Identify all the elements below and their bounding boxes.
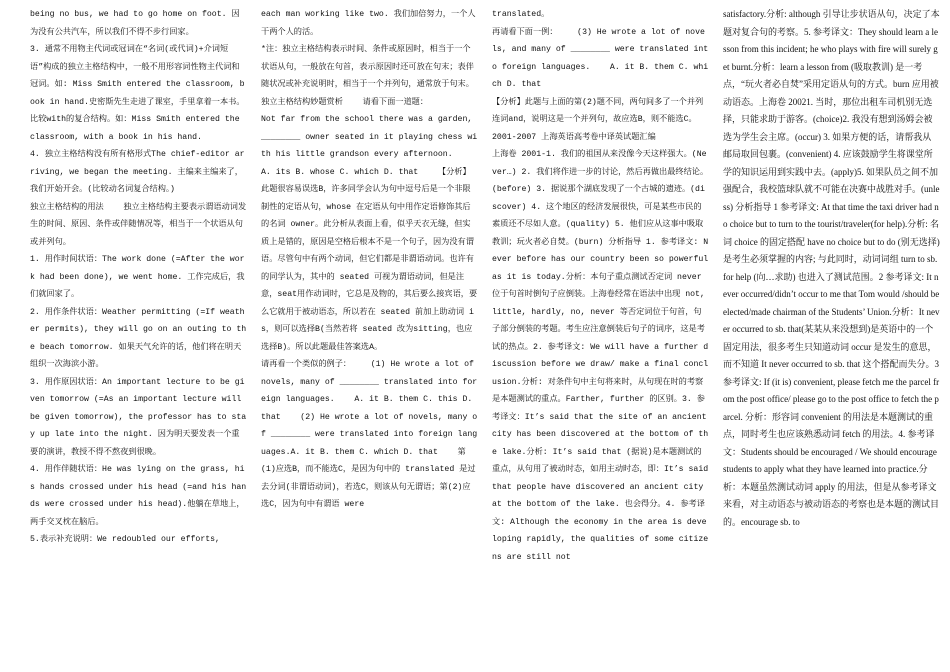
paragraph: *注：独立主格结构表示时间、条件或原因时，相当于一个状语从句，一般放在句首，表示原因时还可放在句末；表伴随状况或补充说明时，相当于一个并列句，通常放于句末。 独立主格结构妙题赏析 请看下面一道题： <box>261 45 494 107</box>
paragraph: 4. 用作伴随状语：He was lying on the grass, his hands crossed under his head (=and his hands were crossed under his head).他躺在草地上，两手交叉枕在脑后。 <box>30 465 247 527</box>
paragraph: translated。 <box>492 10 550 19</box>
paragraph: Not far from the school there was a garden, ________ owner seated in it playing chess with his little grandson every afternoon. A. its B. whose C. which D. that 【分析】此题很容易误选B，许多同学会认为句中逗号后是一个非限制性的定语从句，whose 在定语从句中用作定语修饰其后的名词 owner。此分析从表面上看，似乎天衣无缝，但实质上是错的，原因是空格后根本不是一个句子，因为没有谓语。尽管句中有两个动词，但它们都是非谓语动词。也许有的同学认为，其中的 seated 可视为谓语动词，但是注意，seat用作动词时，它总是及物的，其后要么接宾语，要么它就用于被动语态，所以若在 seated 前加上助动词 is，则可以选择B(当然若将 seated 改为sitting，也应选择B)。所以此题最佳答案选A。 <box>261 115 478 352</box>
section-title: 2001-2007 上海英语高考卷中译英试题汇编 <box>492 132 656 142</box>
paragraph: 再请看下面一例： (3) He wrote a lot of novels, and many of ________ were translated into foreign languages. A. it B. them C. which D. that <box>492 27 709 89</box>
paragraph: 3. 用作原因状语：An important lecture to be given tomorrow (=As an important lecture will be given tomorrow), the professor has to stay up late into the night. 因为明天要发表一个重要的演讲，教授不得不熬夜到很晚。 <box>30 377 247 457</box>
paragraph: 5.表示补充说明：We redoubled our efforts, <box>30 535 220 544</box>
text-column-1 <box>30 6 247 672</box>
paragraph: satisfactory.分析: although 引导让步状语从句，决定了本题对复合句的考察。5. 参考译文：They should learn a lesson from this incident; he who plays with fire will surely get burnt.分析：learn a lesson from (吸取教训) 是一考点，“玩火者必自焚”采用定语从句的方式。burn 应用被动语态。上海卷 20021. 当时，那位出租车司机别无选择，只能求助于游客。(choice)2. 我没有想到汤姆会被选为学生会主席。(occur) 3. 如果方便的话，请帮我从邮局取回包裹。(convenient) 4. 应该鼓励学生将课堂所学的知识运用到实践中去。(apply)5. 如果队员之间不加强配合，我校篮球队就不可能在决赛中战胜对手。(unless) 分析指导 1 参考译文: At that time the taxi driver had no choice but to turn to the tourist/traveler(for help).分析: 名词 choice 的固定搭配 have no choice but to do (别无选择) 是考生必须掌握的内容; 与此同时，动词词组 turn to sb. for help (向…求助) 也进入了测试范围。2 参考译文: It never occurred/didn’t occur to me that Tom would /should be elected/made chairman of the Students’ Union.分析：It never occurred to sb. that(某某从来没想到)是英语中的一个固定用法，很多考生只知道动词 occur 是发生的意思，而不知道 It never occurred to sb. that 这个搭配而失分。3 参考译文: If (it is) convenient, please fetch me the parcel from the post office/ please go to the post office to fetch the parcel. 分析：形容词 convenient 的用法是本题测试的重点，同时考生也应该熟悉动词 fetch 的用法。4. 参考译文：Students should be encouraged / We should encourage students to apply what they have learned into practice.分析：本题虽然测试动词 apply 的用法，但是从参考译文来看，对主动语态与被动语态的考察也是本题的测试目的。encourage sb. to <box>723 9 942 527</box>
paragraph: 4. 独立主格结构没有所有格形式The chief-editor arriving, we began the meeting. 主编来主编来了，我们开始开会。(比较动名词复合结构。) <box>30 150 245 194</box>
paragraph: each man working like two. 我们加倍努力，一个人干两个人的活。 <box>261 10 476 37</box>
text-column-2 <box>261 6 494 672</box>
paragraph: 独立主格结构的用法 独立主格结构主要表示谓语动词发生的时间、原因、条件或伴随情况等，相当于一个状语从句或并列句。 <box>30 202 247 247</box>
paragraph: 2. 用作条件状语：Weather permitting (=If weather permits), they will go on an outing to the beach tomorrow. 如果天气允许的话，他们将在明天组织一次海滨小游。 <box>30 307 247 369</box>
paragraph: 3. 通常不用物主代词或冠词在“名词(或代词)+介词短语”构成的独立主格结构中，一般不用形容词性物主代词和冠词。如: Miss Smith entered the classroom, book in hand.史密斯先生走进了课室，手里拿着一本书。比较with的复合结构。如：Miss Smith entered the classroom, with a book in his hand. <box>30 45 245 142</box>
paragraph: 【分析】此题与上面的第(2)题不同，两句间多了一个并列连词and，说明这是一个并列句，故应选B，则不能选C。 <box>492 97 704 124</box>
paragraph: 请再看一个类似的例子： (1) He wrote a lot of novels, many of ________ translated into foreign languages. A. it B. them C. this D. that (2) He wrote a lot of novels, many of ________ were translated into foreign languages.A. it B. them C. which D. that 第(1)应选B，而不能选C，是因为句中的 translated 是过去分词(非谓语动词)，若选C，则该从句无谓语；第(2)应选C，因为句中有谓语 were <box>261 360 479 509</box>
paragraph: 1. 用作时间状语：The work done (=After the work had been done), we went home. 工作完成后，我们就回家了。 <box>30 255 245 299</box>
paragraph: being no bus, we had to go home on foot. 因为没有公共汽车，所以我们不得不步行回家。 <box>30 10 240 37</box>
text-column-3 <box>492 6 714 672</box>
text-column-4 <box>723 6 940 672</box>
paragraph: 上海卷 2001-1. 我们的祖国从来没像今天这样强大。(Never…) 2. 我们将作进一步的讨论，然后再做出最终结论。(before) 3. 据说那个湖底发现了一个古城的遗迹。(discover) 4. 这个地区的经济发展很快，可是某些市民的素质还不尽如人意。(quality) 5. 他们应从这事中吸取教训；玩火者必自焚。(burn) 分析指导 1. 参考译文: Never before has our country been so powerful as it is today.分析：本句子重点测试否定词 never 位于句首时倒句子应倒装。上海卷经常在语法中出现 not, little, hardly, no, never 等否定词位于句首，句子部分倒装的考题。考生应注意倒装后句子的词序，这是考试的热点。2. 参考译文: We will have a further discussion before we draw/ make a final conclusion.分析: 对条件句中主句将来时，从句现在时的考察是本题测试的重点。Farther, further 的区别。3. 参考译文：It’s said that the site of an ancient city has been discovered at the bottom of the lake.分析: It’s said that (据说)是本题测试的重点，从句用了被动时态，如用主动时态，即：It’s said that people have discovered an ancient city at the bottom of the lake. 也会得分。4. 参考译文: Although the economy in the area is developing rapidly, the qualities of some citizens are still not <box>492 150 714 562</box>
